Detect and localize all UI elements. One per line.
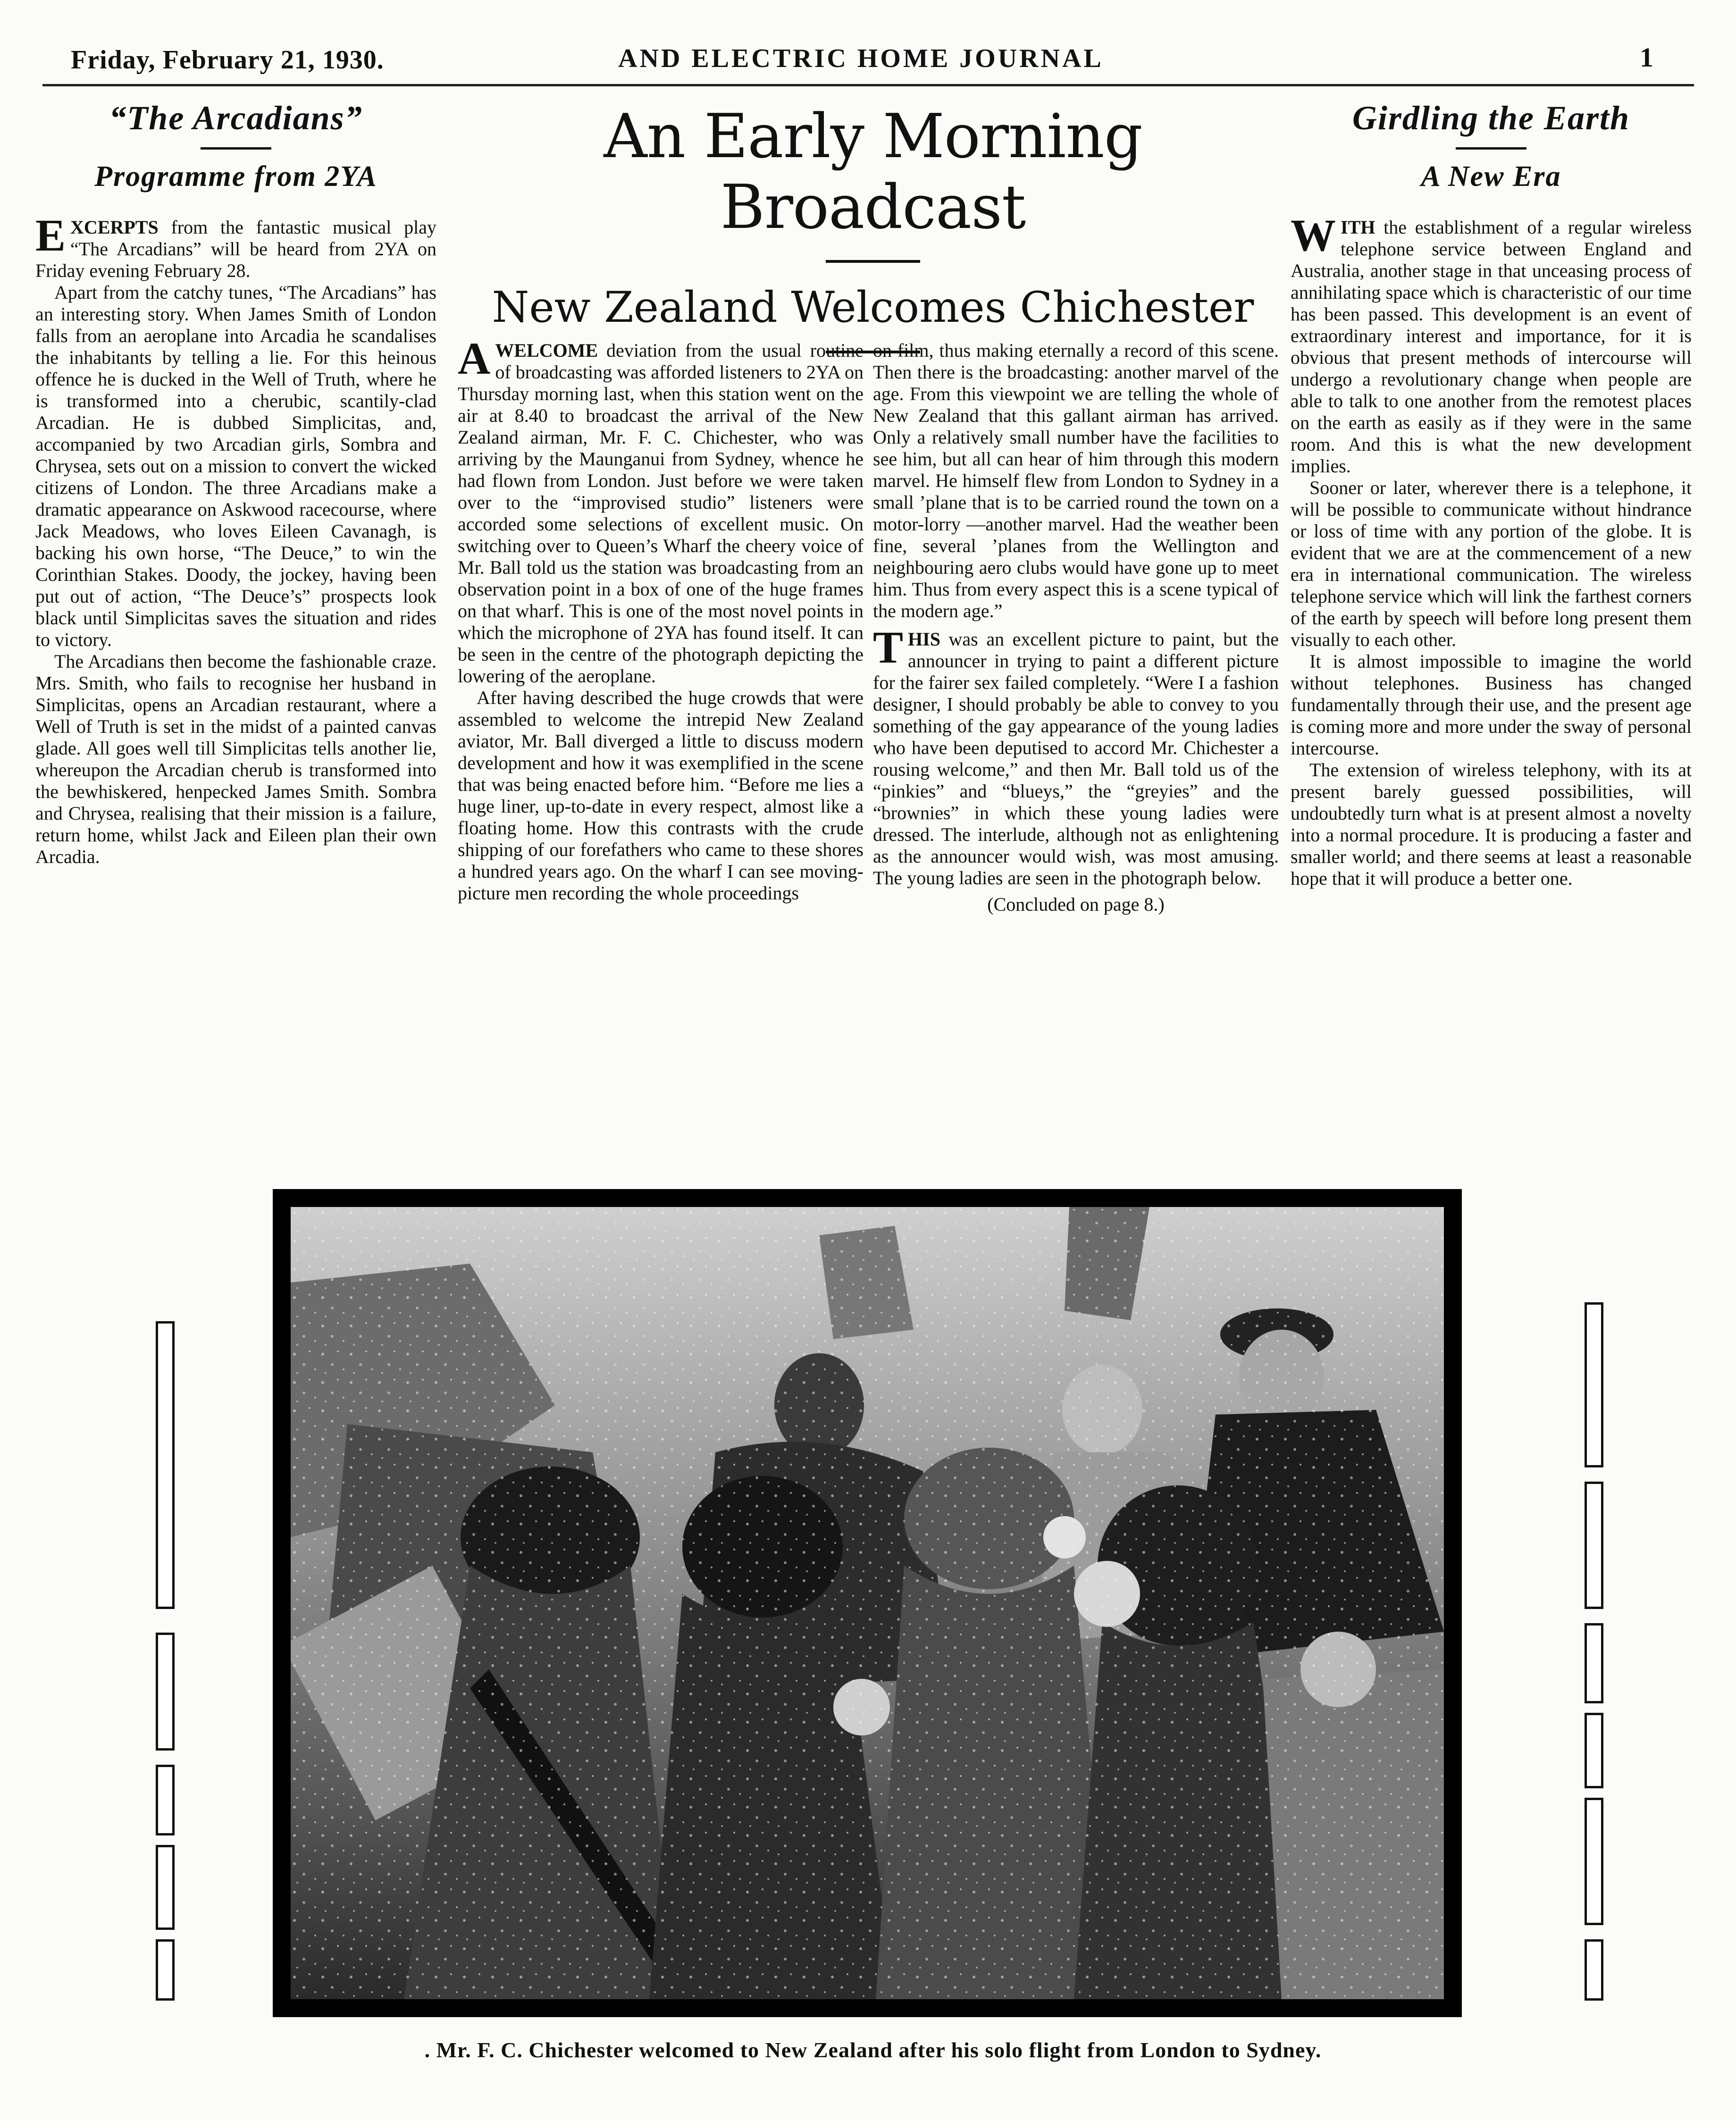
paragraph: The Arcadians then become the fashionable craze. Mrs. Smith, who fails to recognise her husband in Simplicitas, opens an Arcadian restaurant, where a Well of Truth is set in the midst of a painted canvas glade. All goes well till Simplicitas tells another lie, whereupon the Arcadian cherub is transformed into the bewhiskered, henpecked James Smith. Sombra and Chrysea, realising that their mission is a failure, return home, whilst Jack and Eileen plan their own Arcadia. [35,651,436,867]
paragraph: After having described the huge crowds that were assembled to welcome the intrepid New Zealand aviator, Mr. Ball diverged a little to discuss modern development and how it was exemplified in the scene that was being enacted before him. “Before me lies a huge liner, up-to-date in every respect, almost like a floating home. How this contrasts with the crude shipping of our forefathers who came to these shores a hundred years ago. On the wharf I can see moving-picture men recording the whole proceedings [458,687,864,904]
paragraph: Apart from the catchy tunes, “The Arcadians” has an interesting story. When James Smith of London falls from an aeroplane into Arcadia he scandalises the inhabitants by telling a lie. For this heinous offence he is ducked in the Well of Truth, where he is transformed into a cherubic, scantily-clad Arcadian. He is dubbed Simplicitas, and, accompanied by two Arcadian girls, Sombra and Chrysea, sets out on a mission to convert the wicked citizens of London. The three Arcadians make a dramatic appearance on Askwood racecourse, where Jack Meadows, who loves Eileen Cavanagh, is backing his own horse, “The Deuce,” to win the Corinthian Stakes. Doody, the jockey, having been put out of action, “The Deuce’s” prospects look black until Simplicitas saves the situation and rides to victory. [35,282,436,650]
arcadians-title: “The Arcadians” [109,99,363,137]
masthead: AND ELECTRIC HOME JOURNAL [618,44,1104,73]
main-title: An Early Morning Broadcast [604,101,1142,243]
crowd-photograph [291,1207,1444,1999]
margin-marker [1585,1713,1603,1788]
main-article-column-2 [873,340,1279,915]
margin-marker [156,1765,175,1835]
margin-marker [156,1633,175,1751]
paragraph: The extension of wireless telephony, with its at present barely guessed possibilities, will undoubtedly turn what is at present almost a novelty into a normal procedure. It is producing a faster and smaller world; and there seems at least a reasonable hope that it will produce a better one. [1291,759,1692,889]
girdling-subtitle: A New Era [1421,160,1561,193]
paragraph: A WELCOME deviation from the usual routine of broadcasting was afforded listeners to 2YA on Thursday morning last, when this station went on the air at 8.40 to broadcast the arrival of the New Zealand airman, Mr. F. C. Chichester, who was arriving by the Maunganui from Sydney, whence he had flown from London. Just before we were taken over to the “improvised studio” listeners were accorded some selections of excellent music. On switching over to Queen’s Wharf the cheery voice of Mr. Ball told us the station was broadcasting from an observation point in a box of one of the huge frames on that wharf. This is one of the most novel points in which the microphone of 2YA has found itself. It can be seen in the centre of the photograph depicting the lowering of the aeroplane. [458,333,864,687]
header-rule [42,84,1694,86]
drop-cap: W [1291,210,1336,260]
arcadians-subtitle: Programme from 2YA [94,160,377,193]
margin-marker [156,1845,175,1930]
paragraph: Sooner or later, wherever there is a telephone, it will be possible to communicate without hindrance or loss of time with any portion of the globe. It is evident that we are at the commencement of a new era in international communication. The wireless telephone service which will link the farthest corners of the earth by speech will before long present them visually to each other. [1291,477,1692,650]
drop-cap: E [35,210,66,260]
page-header [0,0,1736,90]
margin-marker [1585,1302,1603,1467]
arcadians-article [35,99,436,868]
photo-frame [273,1189,1462,2017]
continuation-note: (Concluded on page 8.) [987,894,1165,915]
paragraph: on film, thus making eternally a record of this scene. Then there is the broadcasting: another marvel of the age. From this viewpoint we are telling the whole of New Zealand that this gallant airman has arrived. Only a relatively small number have the facilities to see him, but all can hear of him through this modern marvel. He himself flew from London to Sydney in a small ’plane that is to be carried round the town on a motor-lorry —another marvel. Had the weather been fine, several ’planes from the Wellington and neighbouring aero clubs would have gone up to meet him. Thus from every aspect this is a scene typical of the modern age.” [873,340,1279,621]
drop-cap: T [873,622,904,672]
issue-date: Friday, February 21, 1930. [71,45,384,75]
margin-marker [156,1939,175,2001]
divider [826,260,920,263]
margin-marker [1585,1623,1603,1703]
paragraph: EXCERPTS from the fantastic musical play “The Arcadians” will be heard from 2YA on Friday evening February 28. [35,210,436,281]
photo-illustration [291,1207,1444,1999]
girdling-article [1291,99,1692,889]
girdling-title: Girdling the Earth [1352,99,1630,137]
main-headline-block [472,101,1274,370]
divider [201,147,271,150]
paragraph: THIS was an excellent picture to paint, but the announcer in trying to paint a different picture for the fairer sex failed completely. “Were I a fashion designer, I should probably be able to convey to you something of the gay appearance of the young ladies who have been deputised to accord Mr. Chichester a rousing welcome,” and then Mr. Ball told us of the “pinkies” and “blueys,” the “greyies” and the “brownies” in which these young ladies were dressed. The interlude, although not as enlightening as the announcer would wish, was most amusing. The young ladies are seen in the photograph below. [873,622,1279,888]
paragraph: WITH the establishment of a regular wireless telephone service between England and Australia, another stage in that unceasing process of annihilating space which is characteristic of our time has been passed. This development is an event of extraordinary interest and importance, for it is obvious that present methods of intercourse will undergo a revolutionary change when people are able to talk to one another from the remotest places on the earth as easily as if they were in the same room. And this is what the new development implies. [1291,210,1692,477]
margin-marker [1585,1798,1603,1925]
margin-marker [1585,1482,1603,1609]
main-article-column-1 [458,333,864,904]
margin-marker [1585,1939,1603,2001]
divider [1456,147,1526,150]
page-number: 1 [1640,42,1653,73]
paragraph: It is almost impossible to imagine the world without telephones. Business has changed fundamentally through their use, and the present age is coming more and more under the sway of personal intercourse. [1291,651,1692,759]
margin-marker [156,1321,175,1609]
photo-caption: . Mr. F. C. Chichester welcomed to New Zealand after his solo flight from London to Sydney. [424,2038,1322,2062]
main-subtitle: New Zealand Welcomes Chichester [492,283,1254,332]
drop-cap: A [458,333,491,384]
